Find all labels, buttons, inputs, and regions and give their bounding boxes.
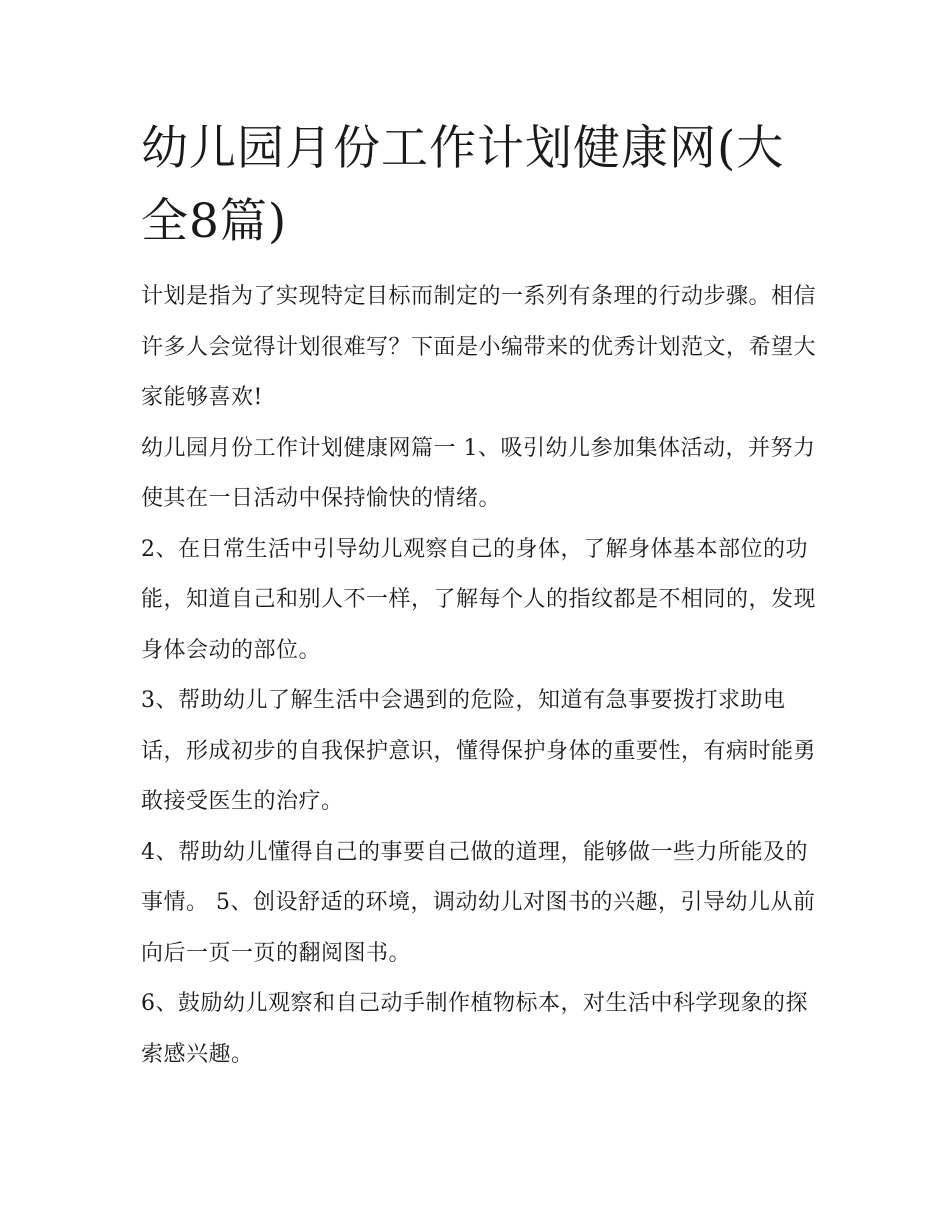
paragraph-item-2: 2、在日常生活中引导幼儿观察自己的身体，了解身体基本部位的功能，知道自己和别人不一样，了解每个人的指纹都是不相同的，发现身体会动的部位。 [141, 536, 817, 663]
paragraph-item-6: 6、鼓励幼儿观察和自己动手制作植物标本，对生活中科学现象的探索感兴趣。 [141, 991, 808, 1067]
document-title: 幼儿园月份工作计划健康网(大全8篇) [141, 121, 785, 249]
document-page [141, 112, 821, 1080]
paragraph-item-1: 幼儿园月份工作计划健康网篇一 1、吸引幼儿参加集体活动，并努力使其在一日活动中保持愉快的情绪。 [141, 435, 816, 511]
paragraph-item-4-5: 4、帮助幼儿懂得自己的事要自己做的道理，能够做一些力所能及的事情。 5、创设舒适的环境，调动幼儿对图书的兴趣，引导幼儿从前向后一页一页的翻阅图书。 [141, 839, 816, 966]
paragraph-item-3: 3、帮助幼儿了解生活中会遇到的危险，知道有急事要拨打求助电话，形成初步的自我保护意识，懂得保护身体的重要性，有病时能勇敢接受医生的治疗。 [141, 688, 817, 814]
paragraph-intro: 计划是指为了实现特定目标而制定的一系列有条理的行动步骤。相信许多人会觉得计划很难写？下面是小编带来的优秀计划范文，希望大家能够喜欢! [141, 284, 817, 410]
